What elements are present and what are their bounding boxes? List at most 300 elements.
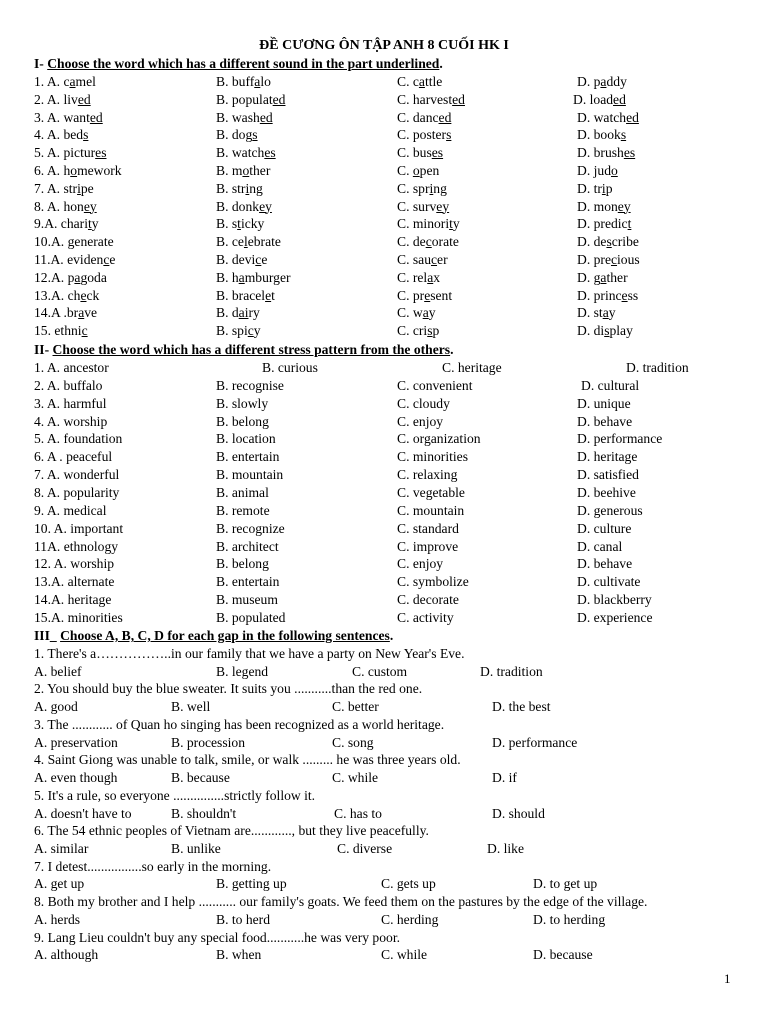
option-text: B. str <box>216 180 246 196</box>
answer-option: B. legend <box>216 663 269 679</box>
option-text: C. cri <box>397 323 428 339</box>
underlined-sound: ed <box>89 109 103 125</box>
underlined-sound: e <box>424 287 431 303</box>
underlined-sound: ed <box>438 109 452 125</box>
section-period: . <box>389 628 394 643</box>
answer-option: B. entertain <box>216 574 280 590</box>
underlined-sound: a <box>74 269 81 285</box>
options-row <box>0 911 768 929</box>
answer-option: C. minorities <box>397 449 468 465</box>
question-text: 7. I detest................so early in the morning. <box>34 858 272 874</box>
question-row <box>0 287 768 305</box>
option-text: B. h <box>216 269 239 285</box>
answer-option: A. similar <box>34 840 89 856</box>
answer-option <box>577 73 627 91</box>
answer-option <box>34 287 99 305</box>
answer-option: D. experience <box>577 609 653 625</box>
question-row <box>0 322 768 340</box>
answer-option <box>397 304 436 322</box>
option-text: pen <box>419 163 440 178</box>
option-text: D. p <box>577 74 601 89</box>
answer-option: D. tradition <box>480 663 543 679</box>
option-text: ve <box>84 305 98 321</box>
option-text: C. w <box>397 305 423 321</box>
answer-option: 15.A. minorities <box>34 609 123 625</box>
underlined-sound: ed <box>77 91 91 107</box>
option-text: lo <box>260 74 271 89</box>
answer-option <box>577 251 640 269</box>
option-text: x <box>433 269 441 285</box>
question-row <box>0 359 768 377</box>
answer-option: D. to get up <box>533 876 598 892</box>
answer-option: D. behave <box>577 413 633 429</box>
underlined-sound: c <box>81 323 88 339</box>
option-text: B. s <box>216 216 238 232</box>
option-text: C. pr <box>397 287 425 303</box>
answer-option: D. beehive <box>577 484 636 500</box>
underlined-sound: o <box>610 163 618 178</box>
answer-option: D. cultural <box>581 377 640 393</box>
option-text: D. princ <box>577 287 622 303</box>
underlined-sound: es <box>95 145 107 161</box>
answer-option <box>577 144 635 162</box>
underlined-sound: t <box>237 216 241 232</box>
question-row <box>0 269 768 287</box>
underlined-sound: e <box>80 287 87 303</box>
answer-option: C. diverse <box>337 840 393 856</box>
answer-option <box>397 180 447 198</box>
option-text: 7. A. str <box>34 180 78 196</box>
option-text: D. de <box>577 234 607 250</box>
question-row <box>0 466 768 484</box>
answer-option: D. to herding <box>533 911 606 927</box>
option-text: D. di <box>577 323 605 339</box>
answer-option: 12. A. worship <box>34 556 115 572</box>
question-row <box>0 395 768 413</box>
option-text: C. surv <box>397 198 437 214</box>
answer-option <box>216 73 271 91</box>
option-text: C. c <box>397 74 419 89</box>
question-row <box>0 502 768 520</box>
underlined-sound: o <box>70 163 78 178</box>
answer-option: 11A. ethnology <box>34 538 119 554</box>
option-text: 14.A .br <box>34 305 79 321</box>
section-instruction: Choose the word which has a different stress pattern from the others <box>52 342 451 357</box>
answer-option <box>216 91 285 109</box>
option-text: p <box>605 180 613 196</box>
section-instruction: Choose the word which has a different sound in the part underlined <box>47 56 440 71</box>
answer-option: D. blackberry <box>577 592 652 608</box>
option-text: C. <box>397 163 413 178</box>
options-row <box>0 734 768 752</box>
answer-option: A. get up <box>34 876 85 892</box>
underlined-sound: c <box>103 252 110 267</box>
underlined-sound: c <box>255 252 262 267</box>
answer-option: C. decorate <box>397 592 459 608</box>
question-row <box>0 304 768 322</box>
question-row <box>0 126 768 144</box>
option-text: D. brush <box>577 145 624 161</box>
answer-option: C. enjoy <box>397 413 444 429</box>
question-row <box>0 520 768 538</box>
question-row <box>0 484 768 502</box>
underlined-sound: a <box>418 74 425 89</box>
answer-option: 8. A. popularity <box>34 484 120 500</box>
underlined-sound: ed <box>613 91 626 107</box>
section-heading <box>34 627 393 645</box>
answer-option: C. improve <box>397 538 459 554</box>
answer-option: D. because <box>533 947 593 963</box>
answer-option <box>34 304 97 322</box>
answer-option <box>397 251 448 269</box>
underlined-sound: ed <box>272 91 286 107</box>
answer-option <box>34 269 107 287</box>
underlined-sound: e <box>621 287 628 303</box>
question-text: 3. The ............ of Quan ho singing has been recognized as a world heritage. <box>34 716 445 732</box>
options-row <box>0 769 768 787</box>
answer-option: C. heritage <box>442 360 502 375</box>
answer-option <box>577 198 631 216</box>
question-row <box>0 109 768 127</box>
question-text: 9. Lang Lieu couldn't buy any special food...........he was very poor. <box>34 929 400 945</box>
answer-option: B. belong <box>216 556 269 572</box>
answer-option: B. museum <box>216 592 278 608</box>
answer-option: C. while <box>381 947 428 963</box>
option-text: y <box>452 216 460 232</box>
answer-option <box>577 215 631 233</box>
answer-option: A. although <box>34 947 99 963</box>
answer-option: C. mountain <box>397 502 465 518</box>
option-text: er <box>437 252 448 267</box>
answer-option: C. vegetable <box>397 484 465 500</box>
question-row <box>0 91 768 109</box>
answer-option <box>577 287 638 305</box>
underlined-sound: a <box>602 305 609 321</box>
answer-option: A. belief <box>34 663 82 679</box>
answer-option: C. better <box>332 699 379 715</box>
answer-option: C. relaxing <box>397 467 458 483</box>
option-text: C. bus <box>397 145 432 161</box>
answer-option <box>397 73 442 91</box>
option-text: C. minori <box>397 216 450 232</box>
answer-option: C. activity <box>397 609 454 625</box>
answer-option: A. herds <box>34 911 81 927</box>
question-row <box>0 215 768 233</box>
answer-option: C. song <box>332 734 374 750</box>
option-text: D. tr <box>577 180 602 196</box>
underlined-sound: s <box>252 127 258 143</box>
answer-option: D. should <box>492 805 545 821</box>
answer-option <box>216 251 267 269</box>
option-text: ss <box>627 287 639 303</box>
option-text: B. watch <box>216 145 265 161</box>
underlined-sound: a <box>600 74 607 89</box>
answer-option <box>216 322 261 340</box>
answer-option: C. herding <box>381 911 439 927</box>
question-row <box>0 609 768 627</box>
answer-option <box>397 109 451 127</box>
answer-option: A. good <box>34 699 78 715</box>
underlined-sound: s <box>606 234 612 250</box>
underlined-sound: c <box>247 323 254 339</box>
option-text: mburger <box>244 269 291 285</box>
answer-option: B. recognize <box>216 520 285 536</box>
answer-option: B. populated <box>216 609 286 625</box>
section-number: III_ <box>34 628 61 643</box>
option-text: B. d <box>216 305 239 321</box>
option-text: ng <box>433 180 447 196</box>
question-row <box>0 180 768 198</box>
underlined-sound: ed <box>626 109 639 125</box>
underlined-sound: ey <box>617 198 631 214</box>
underlined-sound: s <box>604 323 610 339</box>
underlined-sound: a <box>238 269 245 285</box>
underlined-sound: es <box>431 145 444 161</box>
answer-option <box>216 269 291 287</box>
option-text: 13.A. ch <box>34 287 81 303</box>
section-period: . <box>450 342 454 357</box>
option-text: D. mon <box>577 198 618 214</box>
question-row <box>0 377 768 395</box>
answer-option: B. getting up <box>216 876 287 892</box>
answer-option <box>34 73 96 91</box>
underlined-sound: c <box>430 252 438 267</box>
option-text: D. watch <box>577 109 627 125</box>
answer-option <box>216 180 263 198</box>
section-number: II- <box>34 342 53 357</box>
question-row <box>0 162 768 180</box>
option-text: D. load <box>573 91 614 107</box>
underlined-sound: ey <box>83 198 97 214</box>
answer-option <box>573 91 626 109</box>
underlined-sound: i <box>245 180 250 196</box>
answer-option: B. architect <box>216 538 279 554</box>
underlined-sound: ed <box>259 109 273 125</box>
option-text: ebrate <box>247 234 281 250</box>
underlined-sound: ey <box>436 198 450 214</box>
underlined-sound: a <box>427 269 434 285</box>
option-text: ttle <box>424 74 443 89</box>
question-row <box>0 538 768 556</box>
answer-option: 10. A. important <box>34 520 124 536</box>
answer-option: C. enjoy <box>397 556 444 572</box>
question-text: 2. You should buy the blue sweater. It suits you ...........than the red one. <box>34 681 423 697</box>
option-text: B. spi <box>216 323 248 339</box>
answer-option: B. remote <box>216 502 270 518</box>
underlined-sound: ed <box>452 91 465 107</box>
question-row <box>0 591 768 609</box>
underlined-sound: es <box>264 145 276 161</box>
underlined-sound: s <box>446 127 452 143</box>
option-text: C. danc <box>397 109 439 125</box>
answer-option: B. animal <box>216 484 269 500</box>
answer-option: D. performance <box>577 431 663 447</box>
answer-option <box>216 126 258 144</box>
answer-option: 9. A. medical <box>34 502 107 518</box>
option-text: C. harvest <box>397 91 453 107</box>
answer-option: 6. A . peaceful <box>34 449 113 465</box>
underlined-sound: t <box>87 216 92 232</box>
answer-option: B. when <box>216 947 262 963</box>
answer-option: 13.A. alternate <box>34 574 115 590</box>
section-number: I- <box>34 56 48 71</box>
underlined-sound: a <box>254 74 261 89</box>
option-text: B. populat <box>216 91 273 107</box>
option-text: y <box>428 305 436 321</box>
underlined-sound: a <box>422 305 429 321</box>
answer-option <box>34 126 88 144</box>
answer-option: 7. A. wonderful <box>34 467 120 483</box>
option-text: y <box>608 305 616 321</box>
options-row <box>0 805 768 823</box>
answer-option: B. unlike <box>171 840 221 856</box>
question-text: 8. Both my brother and I help ........... our family's goats. We feed them on the pastures by the edge of the village. <box>34 894 648 910</box>
answer-option <box>577 162 618 180</box>
option-text: B. donk <box>216 198 260 214</box>
answer-option <box>34 233 114 251</box>
option-text: cribe <box>611 234 639 250</box>
option-text: 5. A. pictur <box>34 145 96 161</box>
option-text: B. m <box>216 163 243 178</box>
answer-option: D. satisfied <box>577 467 639 483</box>
option-text: B. devi <box>216 252 256 267</box>
answer-option <box>34 215 99 233</box>
answer-option <box>34 91 91 109</box>
answer-option: B. entertain <box>216 449 280 465</box>
underlined-sound: s <box>620 127 627 143</box>
section-period: . <box>439 56 443 71</box>
answer-option <box>216 233 281 251</box>
option-text: sent <box>430 287 453 303</box>
option-text: ng <box>249 180 263 196</box>
answer-option <box>397 233 459 251</box>
answer-option: 14.A. heritage <box>34 592 112 608</box>
option-text: D. book <box>577 127 621 143</box>
underlined-sound: i <box>77 180 81 196</box>
underlined-sound: ai <box>238 305 249 321</box>
option-text: C. poster <box>397 127 447 143</box>
option-text: y <box>91 216 99 232</box>
answer-option: D. like <box>487 840 524 856</box>
answer-option <box>397 269 440 287</box>
answer-option <box>577 126 626 144</box>
option-text: mework <box>77 163 122 178</box>
option-text: ry <box>248 305 260 321</box>
answer-option <box>397 322 439 340</box>
section-instruction: Choose A, B, C, D for each gap in the following sentences <box>60 628 390 643</box>
answer-option: D. canal <box>577 538 623 554</box>
option-text: D. predic <box>577 216 628 232</box>
option-text: mel <box>75 74 96 89</box>
underlined-sound: l <box>243 234 248 250</box>
answer-option: B. to herd <box>216 911 270 927</box>
answer-option <box>34 322 88 340</box>
underlined-sound: s <box>427 323 433 339</box>
answer-option: B. curious <box>262 360 318 375</box>
answer-option: B. procession <box>171 734 246 750</box>
question-row <box>0 555 768 573</box>
option-text: 11.A. eviden <box>34 252 104 267</box>
question-row <box>0 198 768 216</box>
option-text: 12.A. p <box>34 269 75 285</box>
question-row <box>0 233 768 251</box>
question-text: 1. There's a……………..in our family that we have a party on New Year's Eve. <box>34 646 465 661</box>
answer-option: 3. A. harmful <box>34 395 107 411</box>
question-row <box>0 73 768 91</box>
option-text: y <box>253 323 261 339</box>
option-text: 9.A. chari <box>34 216 88 232</box>
document-title: ĐỀ CƯƠNG ÔN TẬP ANH 8 CUỐI HK I <box>259 38 509 53</box>
answer-option <box>397 91 465 109</box>
answer-option: D. generous <box>577 502 643 518</box>
answer-option: D. heritage <box>577 449 638 465</box>
option-text: C. rel <box>397 269 428 285</box>
answer-option <box>34 162 122 180</box>
answer-option: C. gets up <box>381 876 436 892</box>
option-text: e <box>109 252 116 267</box>
answer-option <box>34 180 94 198</box>
answer-option: C. cloudy <box>397 395 450 411</box>
option-text: D. jud <box>577 163 611 178</box>
answer-option <box>397 198 449 216</box>
underlined-sound: i <box>429 180 434 196</box>
answer-option <box>216 109 273 127</box>
underlined-sound: t <box>627 216 632 232</box>
question-row <box>0 573 768 591</box>
section-heading <box>34 55 443 73</box>
option-text: 2. A. liv <box>34 91 78 107</box>
option-text: icky <box>240 216 265 232</box>
answer-option: D. the best <box>492 699 551 715</box>
underlined-sound: o <box>412 163 420 178</box>
answer-option <box>397 126 451 144</box>
underlined-sound: g <box>67 234 75 250</box>
option-text: play <box>609 323 633 339</box>
underlined-sound: o <box>242 163 250 178</box>
answer-option: B. location <box>216 431 276 447</box>
answer-option <box>577 109 639 127</box>
answer-option <box>577 180 613 198</box>
answer-option: B. belong <box>216 413 269 429</box>
option-text: 3. A. want <box>34 109 90 125</box>
answer-option: A. preservation <box>34 734 118 750</box>
option-text: B. wash <box>216 109 260 125</box>
answer-option: 2. A. buffalo <box>34 377 103 393</box>
answer-option: D. unique <box>577 395 631 411</box>
option-text: p <box>432 323 440 339</box>
options-row <box>0 663 768 681</box>
answer-option: A. doesn't have to <box>34 805 132 821</box>
answer-option: D. culture <box>577 520 632 536</box>
answer-option <box>397 287 452 305</box>
answer-option <box>34 144 107 162</box>
answer-option: D. if <box>492 770 517 786</box>
answer-option <box>216 304 260 322</box>
option-text: B. dog <box>216 127 253 143</box>
option-text: goda <box>80 269 107 285</box>
options-row <box>0 840 768 858</box>
options-row <box>0 875 768 893</box>
option-text: 8. A. hon <box>34 198 84 214</box>
option-text: 6. A. h <box>34 163 71 178</box>
option-text: enerate <box>74 234 114 250</box>
options-row <box>0 698 768 716</box>
section-heading <box>34 341 454 359</box>
question-text: 4. Saint Giong was unable to talk, smile, or walk ......... he was three years old. <box>34 752 461 768</box>
answer-option <box>216 198 272 216</box>
option-text: e <box>261 252 268 267</box>
option-text: orate <box>431 234 459 250</box>
